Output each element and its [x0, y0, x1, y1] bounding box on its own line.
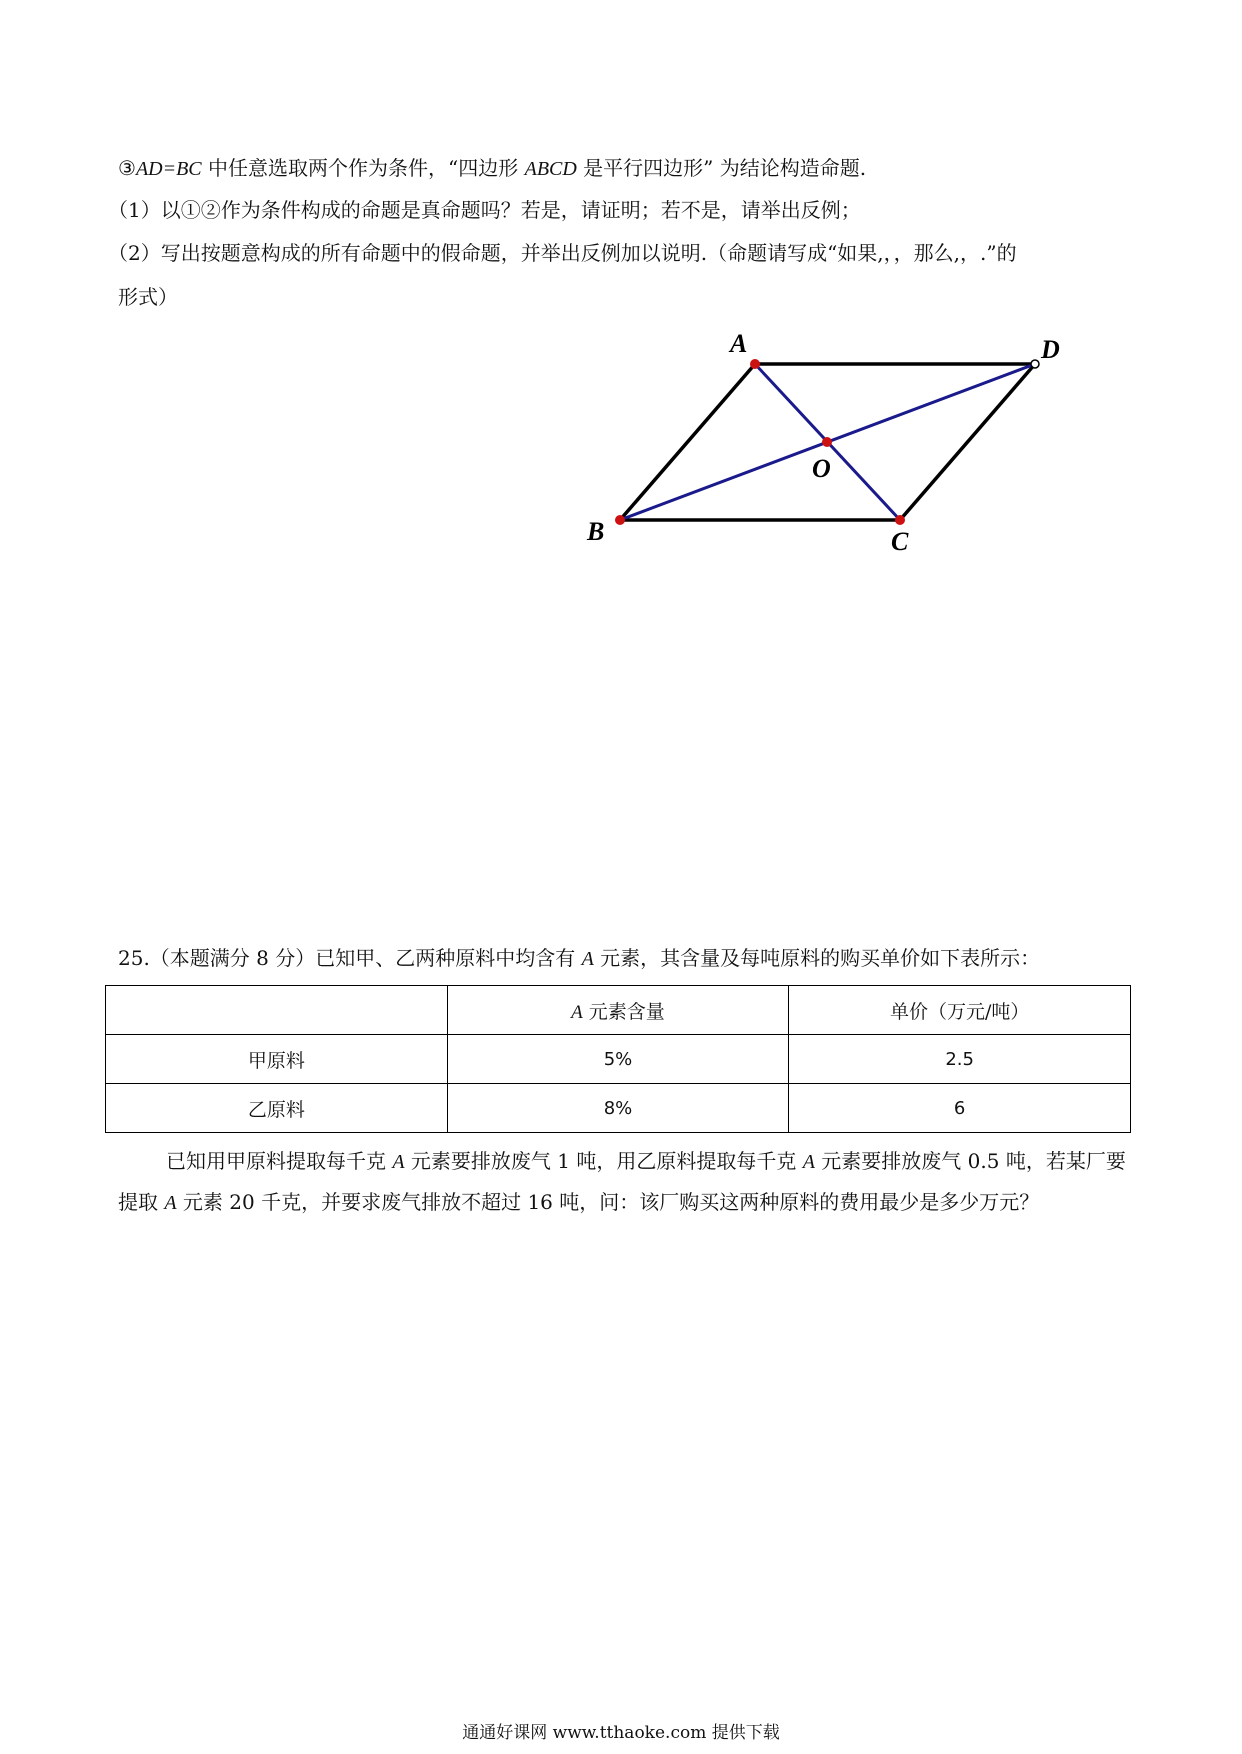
body-part-4: 元素 20 千克，并要求废气排放不超过 16 吨，问：该厂购买这两种原料的费用最少是多少万元？: [176, 1190, 1040, 1214]
row-name: 甲原料: [106, 1035, 448, 1084]
row-content: 5%: [447, 1035, 789, 1084]
point-o: [822, 437, 832, 447]
point-d: [1031, 360, 1039, 368]
header-element-a: A: [571, 1001, 583, 1023]
materials-table: [105, 985, 1131, 1133]
table-header-row: [106, 986, 1131, 1035]
condition-ad-bc: AD=BC: [135, 158, 202, 180]
intro-line: [118, 154, 866, 183]
parallelogram-svg: [575, 322, 1095, 562]
question-2-line-2: 形式）: [118, 285, 178, 309]
circle-three: ③: [118, 156, 136, 180]
body-part-3: 元素要排放废气 0.5 吨，若某厂要提取: [118, 1149, 1126, 1214]
intro-text-1: 中任意选取两个作为条件，“四边形: [201, 156, 525, 180]
point-b: [615, 515, 625, 525]
label-d: D: [1041, 335, 1060, 364]
point-a: [750, 359, 760, 369]
parallelogram-figure: [575, 322, 1095, 562]
body-part-2: 元素要排放废气 1 吨，用乙原料提取每千克: [404, 1149, 803, 1173]
label-b: B: [587, 517, 605, 546]
table-row: [106, 1035, 1131, 1084]
label-a: A: [730, 329, 748, 358]
row-content: 8%: [447, 1084, 789, 1133]
page-footer: 通通好课网 www.tthaoke.com 提供下载: [462, 1723, 780, 1743]
row-price: 6: [789, 1084, 1131, 1133]
quad-abcd: ABCD: [524, 158, 577, 180]
question-25-header: [118, 944, 1040, 973]
table-header-empty: [106, 986, 448, 1035]
side-ab: [620, 364, 755, 520]
header-content-text: 元素含量: [582, 1000, 665, 1023]
row-price: 2.5: [789, 1035, 1131, 1084]
question-25-body: [118, 1141, 1128, 1223]
q25-header-text: 25.（本题满分 8 分）已知甲、乙两种原料中均含有: [118, 946, 582, 970]
body-element-a-1: A: [392, 1151, 405, 1173]
q25-element-a: A: [581, 948, 594, 970]
table-header-price: 单价（万元/吨）: [789, 986, 1131, 1035]
row-name: 乙原料: [106, 1084, 448, 1133]
side-cd: [900, 364, 1035, 520]
body-element-a-2: A: [802, 1151, 815, 1173]
question-1: （1）以①②作为条件构成的命题是真命题吗？若是，请证明；若不是，请举出反例；: [108, 198, 861, 222]
q25-header-end: 元素，其含量及每吨原料的购买单价如下表所示：: [593, 946, 1041, 970]
label-o: O: [812, 454, 831, 483]
table-header-content: [447, 986, 789, 1035]
question-2-line-1: （2）写出按题意构成的所有命题中的假命题，并举出反例加以说明.（命题请写成“如果,，，那么,，.”的: [108, 241, 1017, 265]
table-row: [106, 1084, 1131, 1133]
point-c: [895, 515, 905, 525]
body-element-a-3: A: [164, 1192, 177, 1214]
intro-text-2: 是平行四边形” 为结论构造命题.: [576, 156, 867, 180]
label-c: C: [891, 527, 909, 556]
body-part-1: 已知用甲原料提取每千克: [166, 1149, 393, 1173]
